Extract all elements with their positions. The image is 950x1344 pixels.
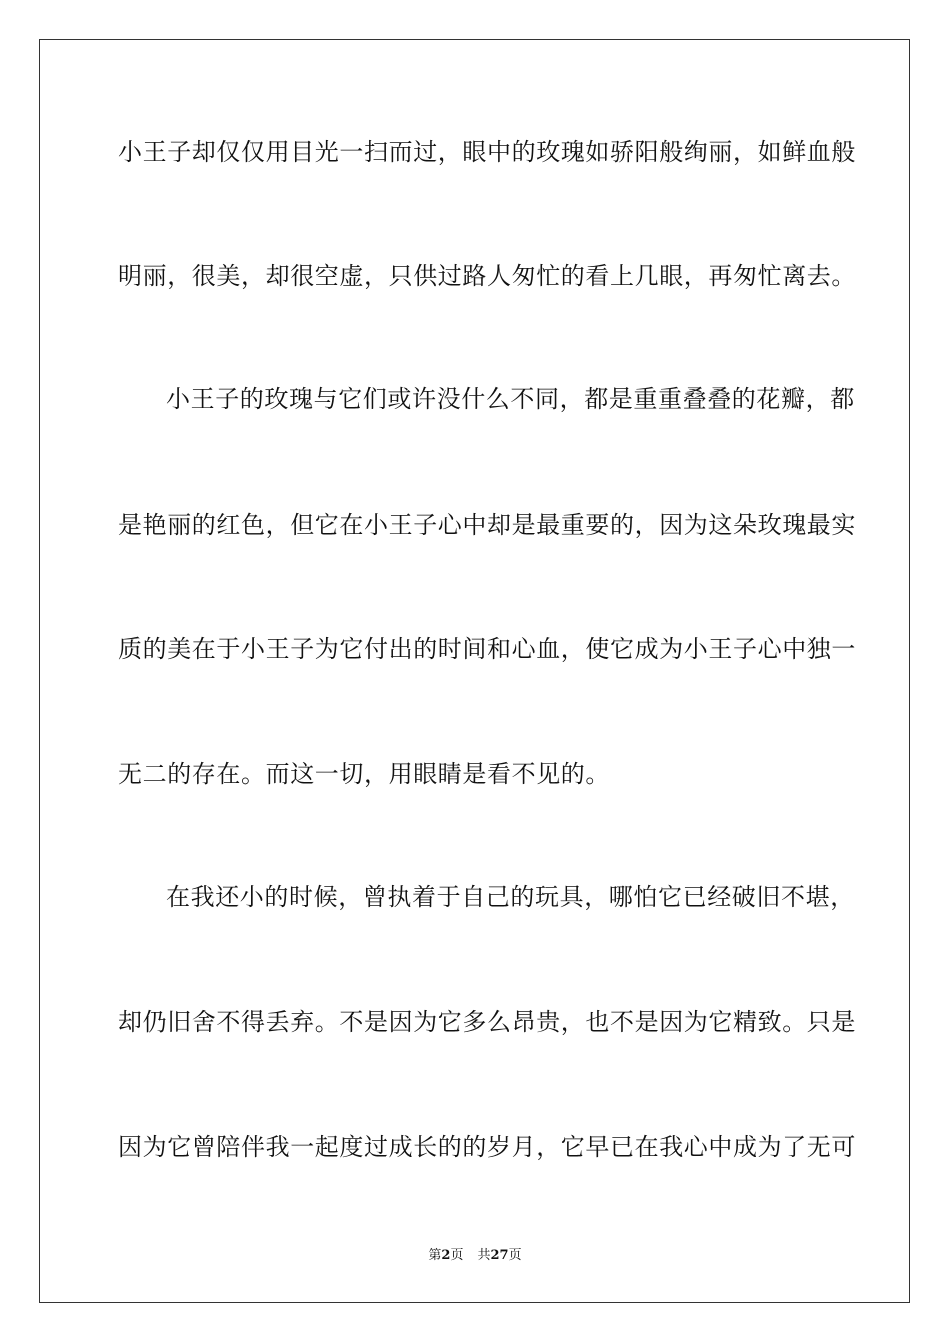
footer-total-suffix: 页 <box>508 1248 522 1263</box>
footer-page-number: 2 <box>441 1248 451 1263</box>
text-line-4: 是艳丽的红色，但它在小王子心中却是最重要的，因为这朵玫瑰最实 <box>118 511 856 539</box>
footer-page-suffix: 页 <box>450 1248 464 1263</box>
footer-page-prefix: 第 <box>428 1248 442 1263</box>
page-footer <box>0 1248 950 1264</box>
text-line-8: 却仍旧舍不得丢弃。不是因为它多么昂贵，也不是因为它精致。只是 <box>118 1008 856 1036</box>
text-line-9: 因为它曾陪伴我一起度过成长的的岁月，它早已在我心中成为了无可 <box>118 1133 856 1161</box>
footer-total-prefix: 共 <box>477 1248 491 1263</box>
text-line-6: 无二的存在。而这一切，用眼睛是看不见的。 <box>118 760 610 788</box>
text-line-5: 质的美在于小王子为它付出的时间和心血，使它成为小王子心中独一 <box>118 635 856 663</box>
text-line-3: 小王子的玫瑰与它们或许没什么不同，都是重重叠叠的花瓣，都 <box>166 385 855 413</box>
page-border <box>39 39 910 1303</box>
text-line-7: 在我还小的时候，曾执着于自己的玩具，哪怕它已经破旧不堪， <box>166 883 855 911</box>
text-line-2: 明丽，很美，却很空虚，只供过路人匆忙的看上几眼，再匆忙离去。 <box>118 262 856 290</box>
text-line-1: 小王子却仅仅用目光一扫而过，眼中的玫瑰如骄阳般绚丽，如鲜血般 <box>118 138 856 166</box>
footer-total-pages: 27 <box>490 1248 509 1263</box>
